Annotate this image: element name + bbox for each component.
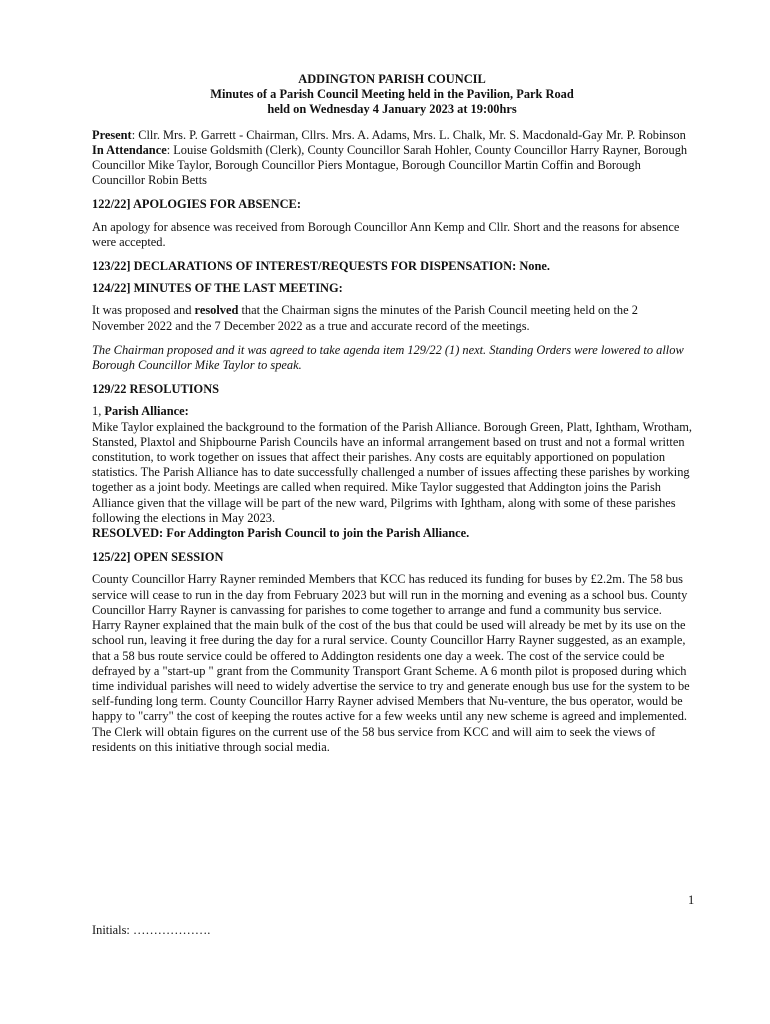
resolution-resolved-text: RESOLVED: For Addington Parish Council to join the Parish Alliance. <box>92 526 470 541</box>
page-number: 1 <box>688 893 695 907</box>
present-label: Present <box>92 127 132 142</box>
open-session-heading: 125/22] OPEN SESSION <box>92 550 224 565</box>
apologies-heading: 122/22] APOLOGIES FOR ABSENCE: <box>92 197 301 212</box>
meeting-title: Minutes of a Parish Council Meeting held in the Pavilion, Park Road <box>210 87 574 102</box>
resolution-item-number: 1, <box>92 404 105 419</box>
apologies-text: An apology for absence was received from Borough Councillor Ann Kemp and Cllr. Short and the reasons for absence were accepted. <box>92 219 680 249</box>
resolution-item-title <box>92 404 692 419</box>
document-page <box>92 72 692 755</box>
present-paragraph <box>92 128 692 143</box>
initials-line: Initials: ………………. <box>92 923 211 937</box>
minutes-resolved-word: resolved <box>194 303 239 318</box>
resolution-resolved <box>92 526 692 541</box>
resolutions-heading: 129/22 RESOLUTIONS <box>92 382 220 397</box>
attendance-paragraph <box>92 143 692 189</box>
document-header <box>92 72 692 118</box>
attendance-label: In Attendance <box>92 142 167 157</box>
minutes-text <box>92 303 692 333</box>
minutes-text-before: It was proposed and <box>92 303 195 318</box>
open-session-text: County Councillor Harry Rayner reminded Members that KCC has reduced its funding for buses by £2.2m. The 58 bus service will cease to run in the day from February 2023 but will run in the morning and evening as a school bus. County Councillor Harry Rayner is canvassing for parishes to come together to arrange and fund a community bus service. Harry Rayner explained that the main bulk of the cost of the bus that could be used will already be met by its use on the school run, leaving it free during the day for a rural service. County Councillor Harry Rayner suggested, as an example, that a 58 bus route service could be offered to Addington residents one day a week. The cost of the service could be defrayed by a "start-up " grant from the Community Transport Grant Scheme. A 6 month pilot is proposed during which time individual parishes will need to widely advertise the service to try and generate enough bus use for the system to be self-funding long term. County Councillor Harry Rayner advised Members that Nu-venture, the bus operator, would be happy to "carry" the cost of keeping the routes active for a few weeks until any new scheme is agreed and implemented. The Clerk will obtain figures on the current use of the 58 bus service from KCC and will aim to seek the views of residents on this initiative through social media. <box>92 572 690 754</box>
minutes-text-after: that the Chairman signs the minutes of the Parish Council meeting held on the 2 November 2022 and the 7 December 2022 as a true and accurate record of the meetings. <box>92 303 638 333</box>
present-text: : Cllr. Mrs. P. Garrett - Chairman, Cllrs. Mrs. A. Adams, Mrs. L. Chalk, Mr. S. Macdonald-Gay Mr. P. Robinson <box>131 127 686 142</box>
minutes-heading: 124/22] MINUTES OF THE LAST MEETING: <box>92 281 343 296</box>
resolution-item-name: Parish Alliance: <box>104 404 189 419</box>
resolution-text: Mike Taylor explained the background to the formation of the Parish Alliance. Borough Green, Platt, Ightham, Wrotham, Stansted, Plaxtol and Shipbourne Parish Councils have an informal arrangement based on trust and not a formal written constitution, to work together on issues that affect their parishes. Any costs are equitably apportioned on population statistics. The Parish Alliance has to date successfully challenged a number of issues affecting these parishes by working together as a joint body. Meetings are called when required. Mike Taylor suggested that Addington joins the Parish Alliance given that the village will be part of the new ward, Pilgrims with Ightham, along with some of these parishes following the elections in May 2023. <box>92 419 693 525</box>
declarations-heading: 123/22] DECLARATIONS OF INTEREST/REQUESTS FOR DISPENSATION: None. <box>92 259 550 274</box>
council-name: ADDINGTON PARISH COUNCIL <box>298 72 486 86</box>
minutes-italic-note: The Chairman proposed and it was agreed to take agenda item 129/22 (1) next. Standing Orders were lowered to allow Borough Councillor Mike Taylor to speak. <box>92 342 684 373</box>
meeting-date: held on Wednesday 4 January 2023 at 19:00hrs <box>267 102 517 117</box>
attendance-text: : Louise Goldsmith (Clerk), County Councillor Sarah Hohler, County Councillor Harry Rayner, Borough Councillor Mike Taylor, Borough Councillor Piers Montague, Borough Councillor Martin Coffin and Borough Councillor Robin Betts <box>92 142 688 188</box>
